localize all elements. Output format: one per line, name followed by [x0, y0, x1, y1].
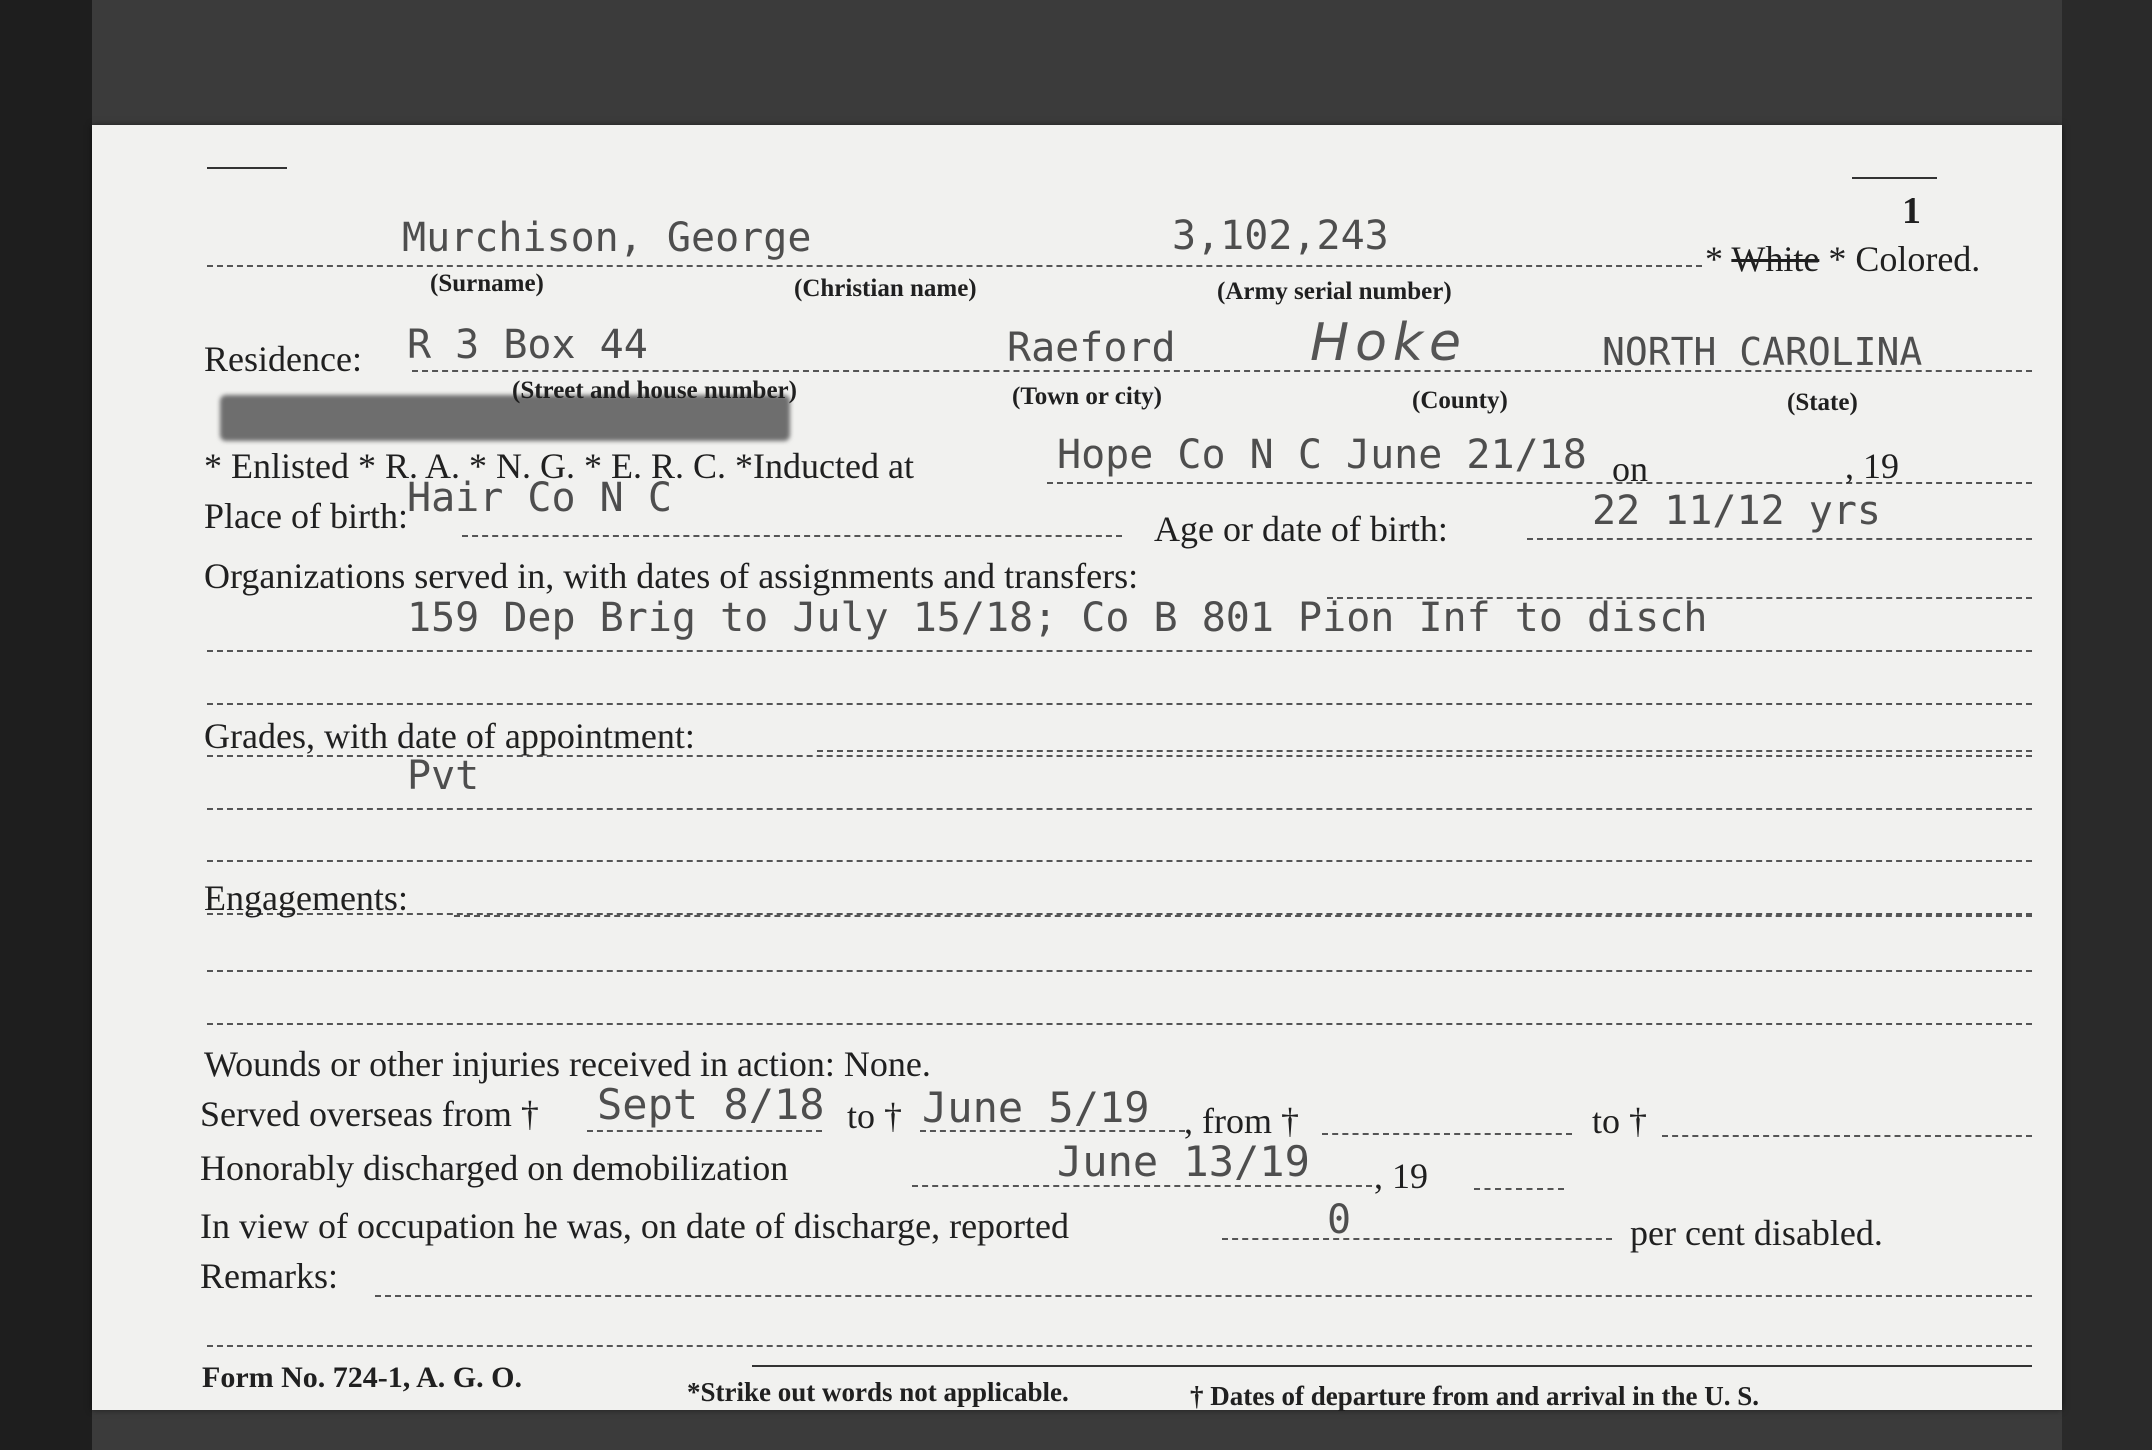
service-record-card: [92, 125, 2062, 1410]
wounds-label: Wounds or other injuries received in action: None.: [204, 1044, 931, 1084]
year-line-2: [1474, 1188, 1564, 1190]
race-colored: Colored.: [1855, 239, 1981, 279]
scan-background-right: [2062, 0, 2152, 1450]
percent-value: 0: [1327, 1197, 1352, 1243]
overseas-from-label-2: , from †: [1184, 1101, 1299, 1141]
residence-label: Residence:: [204, 339, 362, 379]
army-serial-number: 3,102,243: [1172, 213, 1389, 259]
percent-suffix: per cent disabled.: [1630, 1213, 1883, 1253]
page-number: 1: [1902, 190, 1921, 232]
footnote-strike-out: *Strike out words not applicable.: [687, 1377, 1069, 1407]
remarks-line-1: [375, 1295, 2032, 1297]
discharge-date-value: June 13/19: [1057, 1137, 1310, 1186]
residence-state: NORTH CAROLINA: [1602, 330, 1923, 374]
scan-background-left: [0, 0, 92, 1450]
remarks-line-2: [207, 1345, 2032, 1347]
grades-label: Grades, with date of appointment:: [204, 716, 695, 756]
race-asterisk-2: *: [1828, 239, 1847, 279]
label-town: (Town or city): [1012, 383, 1162, 410]
age-value: 22 11/12 yrs: [1592, 488, 1881, 534]
enlisted-line-label: * Enlisted * R. A. * N. G. * E. R. C. *Inducted at: [204, 446, 914, 486]
form-number: Form No. 724-1, A. G. O.: [202, 1361, 522, 1394]
engagements-label: Engagements:: [204, 878, 408, 918]
race-asterisk: *: [1705, 239, 1723, 279]
percent-line: [1222, 1238, 1612, 1240]
footnote-dates: † Dates of departure from and arrival in the U. S.: [1190, 1381, 1759, 1411]
occupation-label: In view of occupation he was, on date of discharge, reported: [200, 1206, 1070, 1246]
place-of-birth-value: Hair Co N C: [407, 475, 672, 521]
footer-rule: [752, 1365, 2032, 1367]
race-field: [1705, 238, 1980, 280]
engagements-line-2: [207, 970, 2032, 972]
top-left-rule: [207, 167, 287, 169]
age-line: [1527, 538, 2032, 540]
top-right-rule: [1852, 177, 1937, 179]
inducted-at-value: Hope Co N C June 21/18: [1057, 432, 1587, 478]
year-label-1: , 19: [1845, 446, 1899, 486]
engagements-line-3: [207, 1023, 2032, 1025]
soldier-name: Murchison, George: [402, 215, 812, 261]
overseas-from-line: [587, 1130, 822, 1132]
label-christian-name: (Christian name): [794, 275, 977, 302]
overseas-from-value: Sept 8/18: [597, 1080, 825, 1129]
residence-street: R 3 Box 44: [407, 322, 648, 368]
on-label: on: [1612, 449, 1648, 489]
grades-line-1: [817, 750, 2032, 752]
grade-value: Pvt: [407, 753, 480, 799]
orgs-line-3: [207, 703, 2032, 705]
age-label: Age or date of birth:: [1154, 509, 1448, 549]
overseas-to-value: June 5/19: [922, 1083, 1150, 1132]
grades-line-3: [207, 860, 2032, 862]
label-county: (County): [1412, 387, 1508, 414]
birth-line: [462, 535, 1122, 537]
overseas-to-line-2: [1662, 1135, 2032, 1137]
overseas-from-label: Served overseas from †: [200, 1094, 539, 1134]
race-white-struck: White: [1731, 239, 1820, 279]
discharge-label: Honorably discharged on demobilization: [200, 1148, 789, 1188]
label-street: (Street and house number): [512, 377, 797, 404]
overseas-to-label: to †: [847, 1096, 903, 1136]
label-state: (State): [1787, 389, 1858, 416]
grades-line-2: [207, 808, 2032, 810]
residence-county-handwritten: Hoke: [1310, 313, 1468, 373]
residence-town: Raeford: [1007, 325, 1176, 371]
label-army-serial: (Army serial number): [1217, 278, 1452, 305]
name-line: [207, 265, 1702, 267]
organizations-label: Organizations served in, with dates of assignments and transfers:: [204, 556, 1139, 596]
engagements-line-1: [454, 915, 2032, 917]
orgs-line-2: [207, 650, 2032, 652]
year-label-2: , 19: [1374, 1156, 1428, 1196]
remarks-label: Remarks:: [200, 1256, 338, 1296]
place-of-birth-label: Place of birth:: [204, 496, 408, 536]
organizations-value: 159 Dep Brig to July 15/18; Co B 801 Pion Inf to disch: [407, 595, 1708, 641]
label-surname: (Surname): [430, 270, 544, 297]
overseas-to-label-2: to †: [1592, 1101, 1648, 1141]
overseas-from-line-2: [1322, 1133, 1572, 1135]
